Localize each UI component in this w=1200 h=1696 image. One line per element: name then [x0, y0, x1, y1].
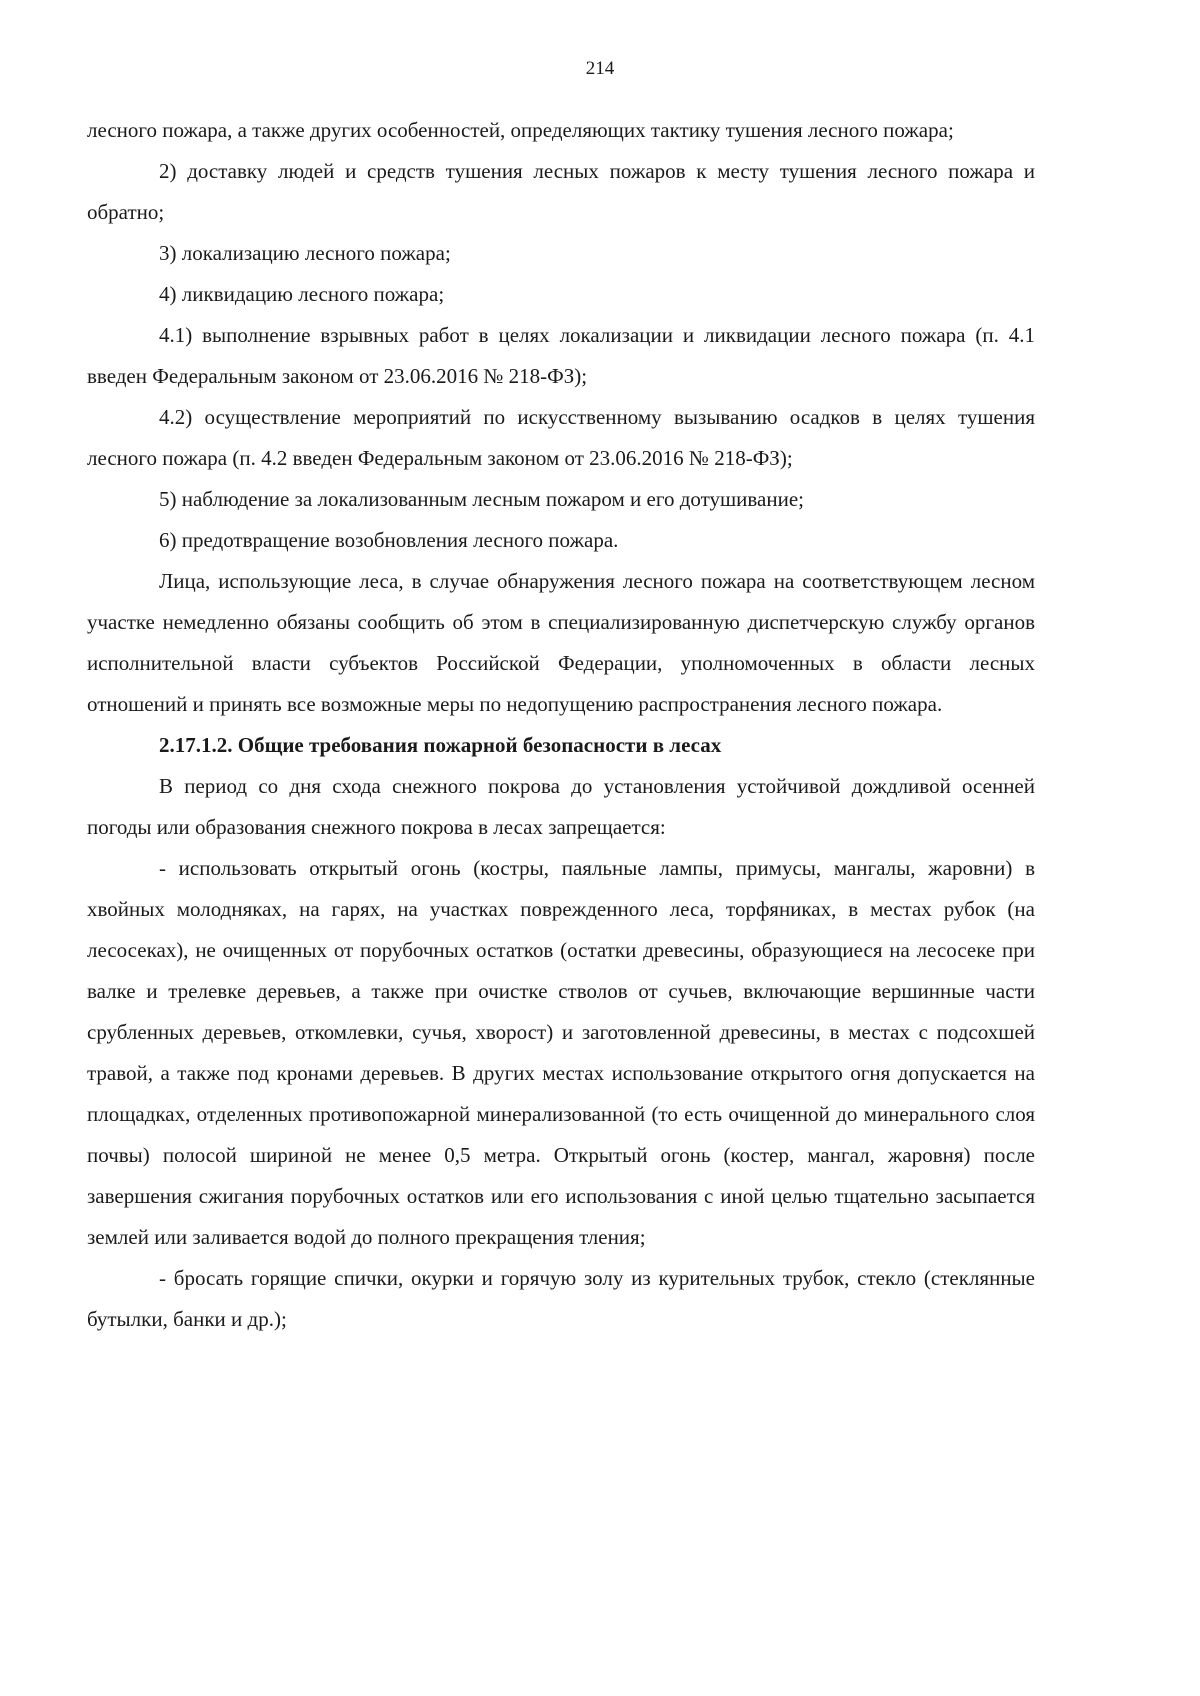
list-item-3: 3) локализацию лесного пожара; [159, 241, 451, 265]
list-item-5: 5) наблюдение за локализованным лесным пожаром и его дотушивание; [159, 487, 805, 511]
section-heading: 2.17.1.2. Общие требования пожарной безопасности в лесах [159, 733, 722, 757]
list-item-4: 4) ликвидацию лесного пожара; [159, 282, 445, 306]
list-item-4-2: 4.2) осуществление мероприятий по искусственному вызыванию осадков в целях тушения лесного пожара (п. 4.2 введен Федеральным законом от 23.06.2016 № 218-ФЗ); [87, 405, 1035, 470]
document-body [87, 110, 1035, 1340]
page-number: 214 [585, 58, 615, 79]
prohibition-matches: - бросать горящие спички, окурки и горячую золу из курительных трубок, стекло (стеклянные бутылки, банки и др.); [87, 1266, 1035, 1331]
paragraph-period: В период со дня схода снежного покрова до установления устойчивой дождливой осенней погоды или образования снежного покрова в лесах запрещается: [87, 774, 1035, 839]
paragraph-continuation: лесного пожара, а также других особенностей, определяющих тактику тушения лесного пожара; [87, 118, 954, 142]
list-item-6: 6) предотвращение возобновления лесного пожара. [159, 528, 619, 552]
paragraph-obligations: Лица, использующие леса, в случае обнаружения лесного пожара на соответствующем лесном участке немедленно обязаны сообщить об этом в специализированную диспетчерскую службу органов исполнительной власти субъектов Российской Федерации, уполномоченных в области лесных отношений и принять все возможные меры по недопущению распространения лесного пожара. [87, 569, 1035, 716]
list-item-2: 2) доставку людей и средств тушения лесных пожаров к месту тушения лесного пожара и обратно; [87, 159, 1035, 224]
list-item-4-1: 4.1) выполнение взрывных работ в целях локализации и ликвидации лесного пожара (п. 4.1 введен Федеральным законом от 23.06.2016 № 218-ФЗ); [87, 323, 1035, 388]
prohibition-open-fire: - использовать открытый огонь (костры, паяльные лампы, примусы, мангалы, жаровни) в хвойных молодняках, на гарях, на участках поврежденного леса, торфяниках, в местах рубок (на лесосеках), не очищенных от порубочных остатков (остатки древесины, образующиеся на лесосеке при валке и трелевке деревьев, а также при очистке стволов от сучьев, включающие вершинные части срубленных деревьев, откомлевки, сучья, хворост) и заготовленной древесины, в местах с подсохшей травой, а также под кронами деревьев. В других местах использование открытого огня допускается на площадках, отделенных противопожарной минерализованной (то есть очищенной до минерального слоя почвы) полосой шириной не менее 0,5 метра. Открытый огонь (костер, мангал, жаровня) после завершения сжигания порубочных остатков или его использования с иной целью тщательно засыпается землей или заливается водой до полного прекращения тления; [87, 856, 1035, 1249]
